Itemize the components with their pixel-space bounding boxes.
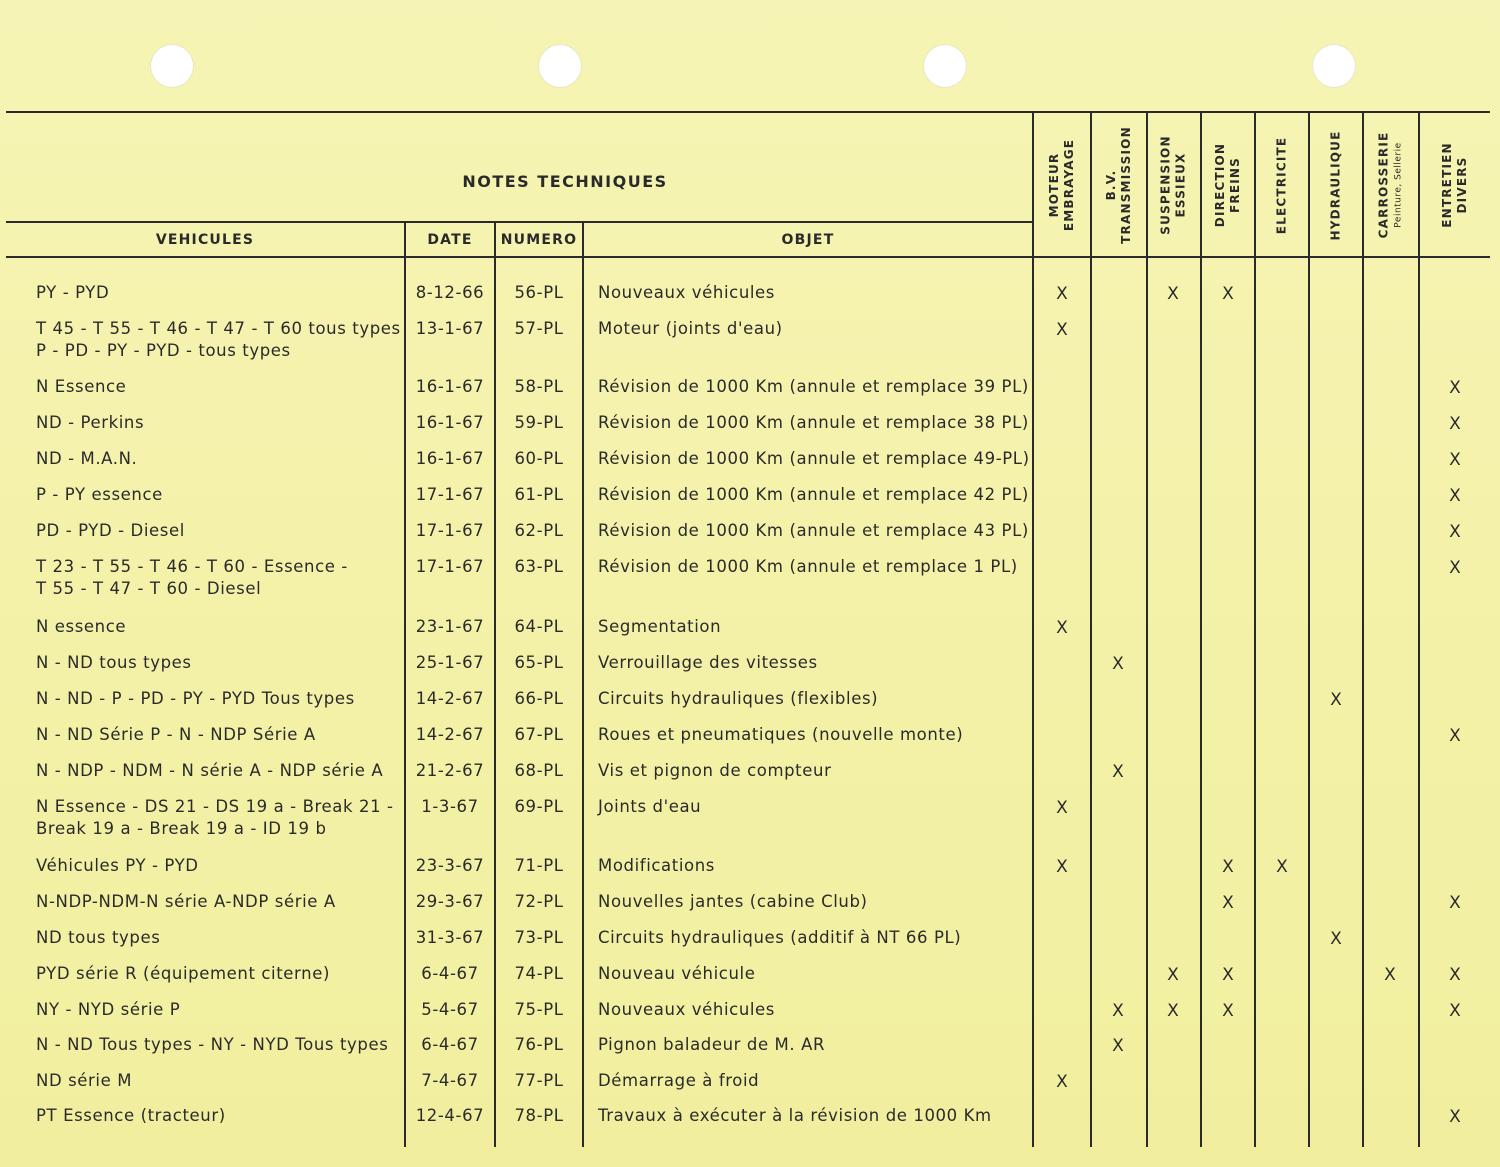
category-mark: X <box>1330 690 1342 710</box>
numero-cell: 59-PL <box>514 413 564 432</box>
category-mark: X <box>1449 726 1461 746</box>
category-mark: X <box>1449 893 1461 913</box>
date-cell: 5-4-67 <box>421 1000 479 1019</box>
vehicle-cell: P - PY essence <box>36 485 163 504</box>
objet-cell: Pignon baladeur de M. AR <box>598 1035 826 1054</box>
column-divider <box>582 221 584 1147</box>
column-divider <box>1308 111 1310 1147</box>
objet-cell: Nouveau véhicule <box>598 964 756 983</box>
category-mark: X <box>1222 893 1234 913</box>
category-mark: X <box>1112 1001 1124 1021</box>
date-cell: 14-2-67 <box>415 689 485 708</box>
objet-cell: Verrouillage des vitesses <box>598 653 818 672</box>
category-header-suspension: SUSPENSION ESSIEUX <box>1159 135 1189 235</box>
objet-cell: Vis et pignon de compteur <box>598 761 832 780</box>
category-mark: X <box>1449 486 1461 506</box>
objet-cell: Révision de 1000 Km (annule et remplace 38 PL) <box>598 413 1029 432</box>
column-header-date: DATE <box>427 232 473 248</box>
numero-cell: 74-PL <box>514 964 564 983</box>
date-cell: 6-4-67 <box>421 964 479 983</box>
date-cell: 23-3-67 <box>415 856 485 875</box>
numero-cell: 56-PL <box>514 283 564 302</box>
category-mark: X <box>1449 1107 1461 1127</box>
numero-cell: 76-PL <box>514 1035 564 1054</box>
numero-cell: 64-PL <box>514 617 564 636</box>
category-mark: X <box>1167 1001 1179 1021</box>
category-mark: X <box>1449 1001 1461 1021</box>
numero-cell: 73-PL <box>514 928 564 947</box>
date-cell: 29-3-67 <box>415 892 485 911</box>
vehicle-cell: T 23 - T 55 - T 46 - T 60 - Essence - <box>36 557 348 576</box>
category-mark: X <box>1330 929 1342 949</box>
date-cell: 14-2-67 <box>415 725 485 744</box>
numero-cell: 65-PL <box>514 653 564 672</box>
date-cell: 13-1-67 <box>415 319 485 338</box>
objet-cell: Moteur (joints d'eau) <box>598 319 783 338</box>
column-divider <box>1200 111 1202 1147</box>
numero-cell: 77-PL <box>514 1071 564 1090</box>
column-divider <box>1146 111 1148 1147</box>
objet-cell: Modifications <box>598 856 715 875</box>
category-mark: X <box>1112 1036 1124 1056</box>
numero-cell: 71-PL <box>514 856 564 875</box>
category-mark: X <box>1449 558 1461 578</box>
date-cell: 1-3-67 <box>421 797 479 816</box>
numero-cell: 58-PL <box>514 377 564 396</box>
vehicle-cell: ND - M.A.N. <box>36 449 138 468</box>
objet-cell: Circuits hydrauliques (additif à NT 66 PL) <box>598 928 962 947</box>
objet-cell: Segmentation <box>598 617 722 636</box>
date-cell: 23-1-67 <box>415 617 485 636</box>
column-divider <box>1362 111 1364 1147</box>
objet-cell: Joints d'eau <box>598 797 702 816</box>
category-header-electricite: ELECTRICITE <box>1274 136 1289 234</box>
objet-cell: Révision de 1000 Km (annule et remplace 39 PL) <box>598 377 1029 396</box>
vehicle-cell-line2: P - PD - PY - PYD - tous types <box>36 341 291 360</box>
numero-cell: 67-PL <box>514 725 564 744</box>
vehicle-cell: N - ND - P - PD - PY - PYD Tous types <box>36 689 355 708</box>
category-mark: X <box>1056 618 1068 638</box>
vehicle-cell: ND tous types <box>36 928 161 947</box>
column-header-objet: OBJET <box>781 232 835 248</box>
category-mark: X <box>1112 762 1124 782</box>
numero-cell: 60-PL <box>514 449 564 468</box>
column-divider <box>1254 111 1256 1147</box>
category-header-carrosserie: CARROSSERIE Peinture, Sellerie <box>1376 131 1404 239</box>
punch-hole <box>1312 44 1356 88</box>
date-cell: 6-4-67 <box>421 1035 479 1054</box>
vehicle-cell: N Essence - DS 21 - DS 19 a - Break 21 - <box>36 797 394 816</box>
category-header-direction: DIRECTION FREINS <box>1213 142 1242 228</box>
date-cell: 17-1-67 <box>415 521 485 540</box>
objet-cell: Circuits hydrauliques (flexibles) <box>598 689 879 708</box>
date-cell: 21-2-67 <box>415 761 485 780</box>
column-header-vehicules: VEHICULES <box>155 232 255 248</box>
header-bottom-rule <box>6 256 1490 258</box>
numero-cell: 75-PL <box>514 1000 564 1019</box>
category-mark: X <box>1384 965 1396 985</box>
vehicle-cell: N - ND Tous types - NY - NYD Tous types <box>36 1035 389 1054</box>
category-mark: X <box>1449 378 1461 398</box>
column-divider <box>1418 111 1420 1147</box>
vehicle-cell: N - NDP - NDM - N série A - NDP série A <box>36 761 384 780</box>
vehicle-cell: ND série M <box>36 1071 133 1090</box>
vehicle-cell: ND - Perkins <box>36 413 145 432</box>
category-mark: X <box>1056 798 1068 818</box>
objet-cell: Révision de 1000 Km (annule et remplace 49-PL) <box>598 449 1030 468</box>
vehicle-cell-line2: Break 19 a - Break 19 a - ID 19 b <box>36 819 327 838</box>
date-cell: 16-1-67 <box>415 377 485 396</box>
objet-cell: Nouveaux véhicules <box>598 1000 776 1019</box>
punch-hole <box>923 44 967 88</box>
column-divider <box>1032 111 1034 1147</box>
numero-cell: 78-PL <box>514 1106 564 1125</box>
date-cell: 17-1-67 <box>415 485 485 504</box>
vehicle-cell: NY - NYD série P <box>36 1000 181 1019</box>
vehicle-cell-line2: T 55 - T 47 - T 60 - Diesel <box>36 579 262 598</box>
date-cell: 16-1-67 <box>415 413 485 432</box>
page-title: NOTES TECHNIQUES <box>462 172 668 191</box>
vehicle-cell: PT Essence (tracteur) <box>36 1106 226 1125</box>
vehicle-cell: N Essence <box>36 377 127 396</box>
category-mark: X <box>1222 857 1234 877</box>
date-cell: 31-3-67 <box>415 928 485 947</box>
numero-cell: 62-PL <box>514 521 564 540</box>
vehicle-cell: Véhicules PY - PYD <box>36 856 199 875</box>
objet-cell: Nouvelles jantes (cabine Club) <box>598 892 868 911</box>
numero-cell: 72-PL <box>514 892 564 911</box>
vehicle-cell: T 45 - T 55 - T 46 - T 47 - T 60 tous types <box>36 319 401 338</box>
category-mark: X <box>1276 857 1288 877</box>
category-mark: X <box>1056 284 1068 304</box>
objet-cell: Roues et pneumatiques (nouvelle monte) <box>598 725 964 744</box>
category-mark: X <box>1449 414 1461 434</box>
column-divider <box>1090 111 1092 1147</box>
objet-cell: Révision de 1000 Km (annule et remplace 43 PL) <box>598 521 1029 540</box>
date-cell: 16-1-67 <box>415 449 485 468</box>
category-mark: X <box>1056 320 1068 340</box>
punch-hole <box>150 44 194 88</box>
date-cell: 25-1-67 <box>415 653 485 672</box>
punch-hole <box>538 44 582 88</box>
category-mark: X <box>1449 522 1461 542</box>
category-mark: X <box>1056 1072 1068 1092</box>
category-mark: X <box>1222 1001 1234 1021</box>
vehicle-cell: N-NDP-NDM-N série A-NDP série A <box>36 892 336 911</box>
numero-cell: 66-PL <box>514 689 564 708</box>
category-header-moteur: MOTEUR EMBRAYAGE <box>1047 138 1076 232</box>
date-cell: 7-4-67 <box>421 1071 479 1090</box>
column-header-numero: NUMERO <box>500 232 578 248</box>
category-mark: X <box>1222 965 1234 985</box>
vehicle-cell: PYD série R (équipement citerne) <box>36 964 330 983</box>
vehicle-cell: N - ND Série P - N - NDP Série A <box>36 725 316 744</box>
vehicle-cell: PY - PYD <box>36 283 110 302</box>
numero-cell: 57-PL <box>514 319 564 338</box>
category-mark: X <box>1167 284 1179 304</box>
date-cell: 17-1-67 <box>415 557 485 576</box>
numero-cell: 63-PL <box>514 557 564 576</box>
category-mark: X <box>1449 450 1461 470</box>
category-header-hydraulique: HYDRAULIQUE <box>1328 129 1343 241</box>
vehicle-cell: N - ND tous types <box>36 653 192 672</box>
objet-cell: Révision de 1000 Km (annule et remplace 42 PL) <box>598 485 1029 504</box>
category-mark: X <box>1167 965 1179 985</box>
numero-cell: 61-PL <box>514 485 564 504</box>
category-header-entretien: ENTRETIEN DIVERS <box>1440 142 1469 228</box>
category-header-transmission: B.V. TRANSMISSION <box>1104 126 1134 244</box>
vehicle-cell: N essence <box>36 617 127 636</box>
date-cell: 12-4-67 <box>415 1106 485 1125</box>
category-mark: X <box>1112 654 1124 674</box>
subheader-rule <box>6 221 1032 223</box>
vehicle-cell: PD - PYD - Diesel <box>36 521 185 540</box>
category-mark: X <box>1449 965 1461 985</box>
numero-cell: 68-PL <box>514 761 564 780</box>
objet-cell: Nouveaux véhicules <box>598 283 776 302</box>
date-cell: 8-12-66 <box>415 283 485 302</box>
category-mark: X <box>1056 857 1068 877</box>
objet-cell: Démarrage à froid <box>598 1071 760 1090</box>
table-top-rule <box>6 111 1490 113</box>
objet-cell: Travaux à exécuter à la révision de 1000 Km <box>598 1106 992 1125</box>
objet-cell: Révision de 1000 Km (annule et remplace 1 PL) <box>598 557 1018 576</box>
category-mark: X <box>1222 284 1234 304</box>
numero-cell: 69-PL <box>514 797 564 816</box>
